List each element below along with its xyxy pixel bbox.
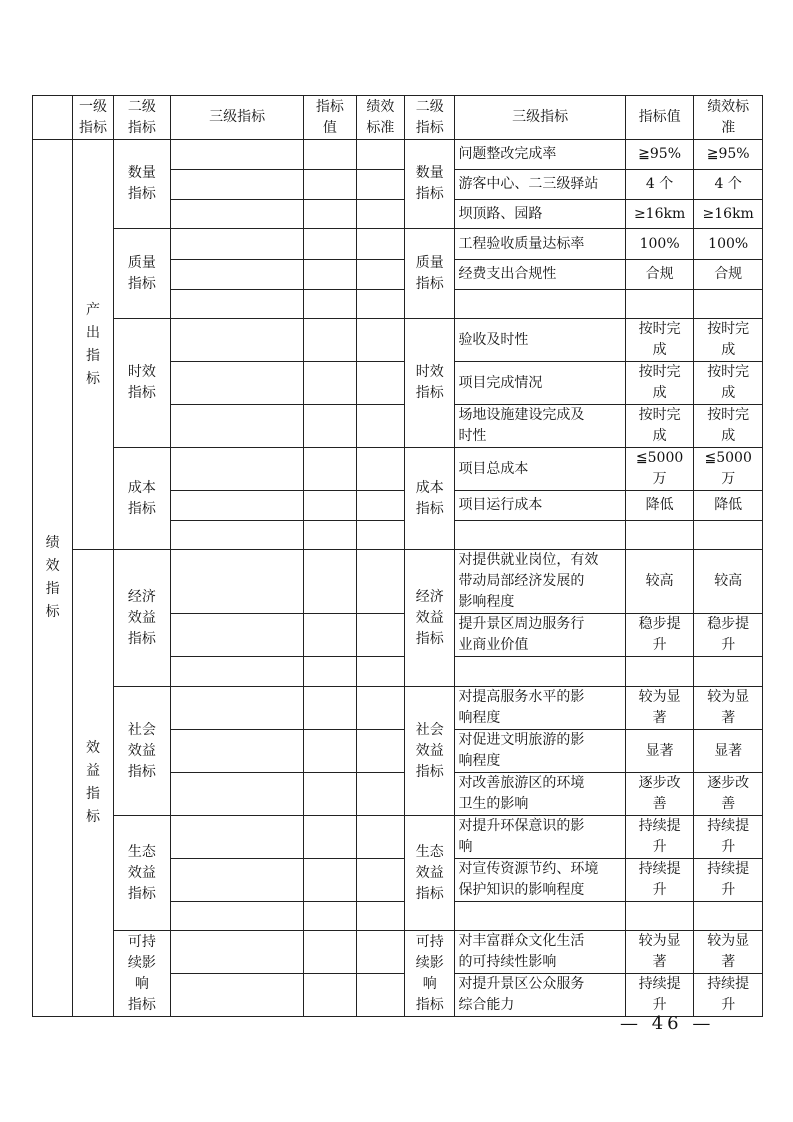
indicator-value: ≦5000 万 <box>625 448 694 491</box>
standard-cell-left <box>356 974 404 1017</box>
indicator-value <box>625 657 694 687</box>
standard-cell-left <box>356 931 404 974</box>
indicator-value: ≥16km <box>625 200 694 229</box>
level3-name: 对改善旅游区的环境 卫生的影响 <box>455 773 625 816</box>
level3-name: 提升景区周边服务行 业商业价值 <box>455 614 625 657</box>
level1-label: 效 益 指 标 <box>73 550 113 1017</box>
level3-name: 坝顶路、园路 <box>455 200 625 229</box>
table-row <box>33 550 763 614</box>
level3-cell-left <box>171 974 304 1017</box>
performance-standard: 持续提 升 <box>694 859 763 902</box>
header-standard-right: 绩效标 准 <box>694 96 763 140</box>
value-cell-left <box>304 974 356 1017</box>
standard-cell-left <box>356 491 404 521</box>
level2-label-right: 可持 续影 响 指标 <box>405 931 455 1017</box>
level3-cell-left <box>171 229 304 260</box>
performance-standard: 按时完 成 <box>694 405 763 448</box>
performance-standard <box>694 902 763 931</box>
level3-name <box>455 657 625 687</box>
standard-cell-left <box>356 448 404 491</box>
level3-name: 验收及时性 <box>455 319 625 362</box>
value-cell-left <box>304 657 356 687</box>
indicator-value <box>625 902 694 931</box>
level3-name: 对宣传资源节约、环境 保护知识的影响程度 <box>455 859 625 902</box>
standard-cell-left <box>356 902 404 931</box>
level2-label-left: 社会 效益 指标 <box>113 687 170 816</box>
value-cell-left <box>304 405 356 448</box>
level3-cell-left <box>171 448 304 491</box>
level3-name: 项目总成本 <box>455 448 625 491</box>
level3-name: 问题整改完成率 <box>455 140 625 170</box>
level3-cell-left <box>171 687 304 730</box>
performance-standard: 稳步提 升 <box>694 614 763 657</box>
performance-standard: 显著 <box>694 730 763 773</box>
header-level3-right: 三级指标 <box>455 96 625 140</box>
level3-cell-left <box>171 816 304 859</box>
level3-name: 对提高服务水平的影 响程度 <box>455 687 625 730</box>
value-cell-left <box>304 260 356 290</box>
value-cell-left <box>304 491 356 521</box>
performance-standard: ≥16km <box>694 200 763 229</box>
value-cell-left <box>304 229 356 260</box>
level1-label: 产 出 指 标 <box>73 140 113 550</box>
level2-label-right: 数量 指标 <box>405 140 455 229</box>
standard-cell-left <box>356 521 404 550</box>
level3-cell-left <box>171 614 304 657</box>
value-cell-left <box>304 448 356 491</box>
value-cell-left <box>304 140 356 170</box>
performance-standard <box>694 521 763 550</box>
indicator-value: 按时完 成 <box>625 362 694 405</box>
table-row <box>33 140 763 170</box>
value-cell-left <box>304 319 356 362</box>
standard-cell-left <box>356 260 404 290</box>
performance-standard: ≦5000 万 <box>694 448 763 491</box>
standard-cell-left <box>356 170 404 200</box>
level2-label-right: 时效 指标 <box>405 319 455 448</box>
level3-cell-left <box>171 550 304 614</box>
header-value-right: 指标值 <box>625 96 694 140</box>
performance-standard: 按时完 成 <box>694 319 763 362</box>
level3-name: 对促进文明旅游的影 响程度 <box>455 730 625 773</box>
performance-standard: 持续提 升 <box>694 974 763 1017</box>
level3-name: 对丰富群众文化生活 的可持续性影响 <box>455 931 625 974</box>
indicator-value: 合规 <box>625 260 694 290</box>
level3-cell-left <box>171 260 304 290</box>
level3-name: 对提供就业岗位，有效 带动局部经济发展的 影响程度 <box>455 550 625 614</box>
indicator-value: 稳步提 升 <box>625 614 694 657</box>
value-cell-left <box>304 614 356 657</box>
performance-standard: 逐步改 善 <box>694 773 763 816</box>
standard-cell-left <box>356 140 404 170</box>
level2-label-right: 生态 效益 指标 <box>405 816 455 931</box>
level3-cell-left <box>171 773 304 816</box>
level3-name: 项目运行成本 <box>455 491 625 521</box>
level2-label-left: 质量 指标 <box>113 229 170 319</box>
level3-cell-left <box>171 859 304 902</box>
level3-name: 游客中心、二三级驿站 <box>455 170 625 200</box>
performance-standard: 按时完 成 <box>694 362 763 405</box>
level2-label-left: 数量 指标 <box>113 140 170 229</box>
table-row <box>33 816 763 859</box>
table-row <box>33 687 763 730</box>
header-level1: 一级 指标 <box>73 96 113 140</box>
indicator-value: 较为显 著 <box>625 687 694 730</box>
standard-cell-left <box>356 229 404 260</box>
value-cell-left <box>304 521 356 550</box>
standard-cell-left <box>356 730 404 773</box>
value-cell-left <box>304 362 356 405</box>
level3-cell-left <box>171 730 304 773</box>
level3-cell-left <box>171 362 304 405</box>
indicator-value: 持续提 升 <box>625 816 694 859</box>
performance-standard: 降低 <box>694 491 763 521</box>
indicator-value: 按时完 成 <box>625 319 694 362</box>
indicator-value: 较高 <box>625 550 694 614</box>
indicator-value: 降低 <box>625 491 694 521</box>
value-cell-left <box>304 290 356 319</box>
standard-cell-left <box>356 362 404 405</box>
header-standard-left: 绩效 标准 <box>356 96 404 140</box>
standard-cell-left <box>356 200 404 229</box>
level3-cell-left <box>171 290 304 319</box>
indicator-value: 100% <box>625 229 694 260</box>
indicator-value: 持续提 升 <box>625 859 694 902</box>
performance-standard: ≧95% <box>694 140 763 170</box>
standard-cell-left <box>356 773 404 816</box>
level2-label-right: 质量 指标 <box>405 229 455 319</box>
performance-indicator-table <box>32 95 763 1017</box>
standard-cell-left <box>356 319 404 362</box>
level3-name: 对提升景区公众服务 综合能力 <box>455 974 625 1017</box>
level2-label-right: 成本 指标 <box>405 448 455 550</box>
level3-cell-left <box>171 657 304 687</box>
header-row <box>33 96 763 140</box>
header-blank <box>33 96 73 140</box>
level3-cell-left <box>171 319 304 362</box>
standard-cell-left <box>356 859 404 902</box>
level2-label-right: 社会 效益 指标 <box>405 687 455 816</box>
level2-label-left: 可持 续影 响 指标 <box>113 931 170 1017</box>
level2-label-left: 时效 指标 <box>113 319 170 448</box>
header-level2-left: 二级 指标 <box>113 96 170 140</box>
indicator-value: 显著 <box>625 730 694 773</box>
level3-name: 项目完成情况 <box>455 362 625 405</box>
level3-name: 经费支出合规性 <box>455 260 625 290</box>
level3-name <box>455 902 625 931</box>
standard-cell-left <box>356 687 404 730</box>
standard-cell-left <box>356 290 404 319</box>
indicator-value: 逐步改 善 <box>625 773 694 816</box>
value-cell-left <box>304 730 356 773</box>
value-cell-left <box>304 859 356 902</box>
table-row <box>33 931 763 974</box>
performance-standard: 较为显 著 <box>694 687 763 730</box>
level3-name: 对提升环保意识的影 响 <box>455 816 625 859</box>
level2-label-left: 经济 效益 指标 <box>113 550 170 687</box>
performance-standard: 较高 <box>694 550 763 614</box>
level2-label-left: 成本 指标 <box>113 448 170 550</box>
standard-cell-left <box>356 405 404 448</box>
indicator-value: 持续提 升 <box>625 974 694 1017</box>
value-cell-left <box>304 931 356 974</box>
value-cell-left <box>304 773 356 816</box>
indicator-value <box>625 290 694 319</box>
level3-cell-left <box>171 902 304 931</box>
level3-cell-left <box>171 491 304 521</box>
level2-label-right: 经济 效益 指标 <box>405 550 455 687</box>
value-cell-left <box>304 550 356 614</box>
indicator-value: 较为显 著 <box>625 931 694 974</box>
table-row <box>33 319 763 362</box>
level3-name: 工程验收质量达标率 <box>455 229 625 260</box>
level3-name <box>455 290 625 319</box>
standard-cell-left <box>356 816 404 859</box>
level3-cell-left <box>171 521 304 550</box>
standard-cell-left <box>356 614 404 657</box>
indicator-value: ≧95% <box>625 140 694 170</box>
value-cell-left <box>304 200 356 229</box>
table-row <box>33 448 763 491</box>
level3-cell-left <box>171 140 304 170</box>
table-body <box>33 96 763 1017</box>
performance-standard: 100% <box>694 229 763 260</box>
header-value-left: 指标 值 <box>304 96 356 140</box>
level3-cell-left <box>171 405 304 448</box>
indicator-value <box>625 521 694 550</box>
standard-cell-left <box>356 657 404 687</box>
indicator-value: 4 个 <box>625 170 694 200</box>
performance-standard: 合规 <box>694 260 763 290</box>
level3-name: 场地设施建设完成及 时性 <box>455 405 625 448</box>
level2-label-left: 生态 效益 指标 <box>113 816 170 931</box>
performance-standard: 4 个 <box>694 170 763 200</box>
header-level2-right: 二级 指标 <box>405 96 455 140</box>
value-cell-left <box>304 687 356 730</box>
page-number: — 46 — <box>620 1013 715 1034</box>
header-level3-left: 三级指标 <box>171 96 304 140</box>
performance-standard: 持续提 升 <box>694 816 763 859</box>
performance-indicator-label: 绩 效 指 标 <box>33 140 73 1017</box>
table-row <box>33 229 763 260</box>
level3-cell-left <box>171 170 304 200</box>
performance-standard <box>694 290 763 319</box>
level3-cell-left <box>171 200 304 229</box>
performance-standard: 较为显 著 <box>694 931 763 974</box>
standard-cell-left <box>356 550 404 614</box>
value-cell-left <box>304 816 356 859</box>
value-cell-left <box>304 902 356 931</box>
indicator-value: 按时完 成 <box>625 405 694 448</box>
value-cell-left <box>304 170 356 200</box>
level3-cell-left <box>171 931 304 974</box>
level3-name <box>455 521 625 550</box>
performance-standard <box>694 657 763 687</box>
